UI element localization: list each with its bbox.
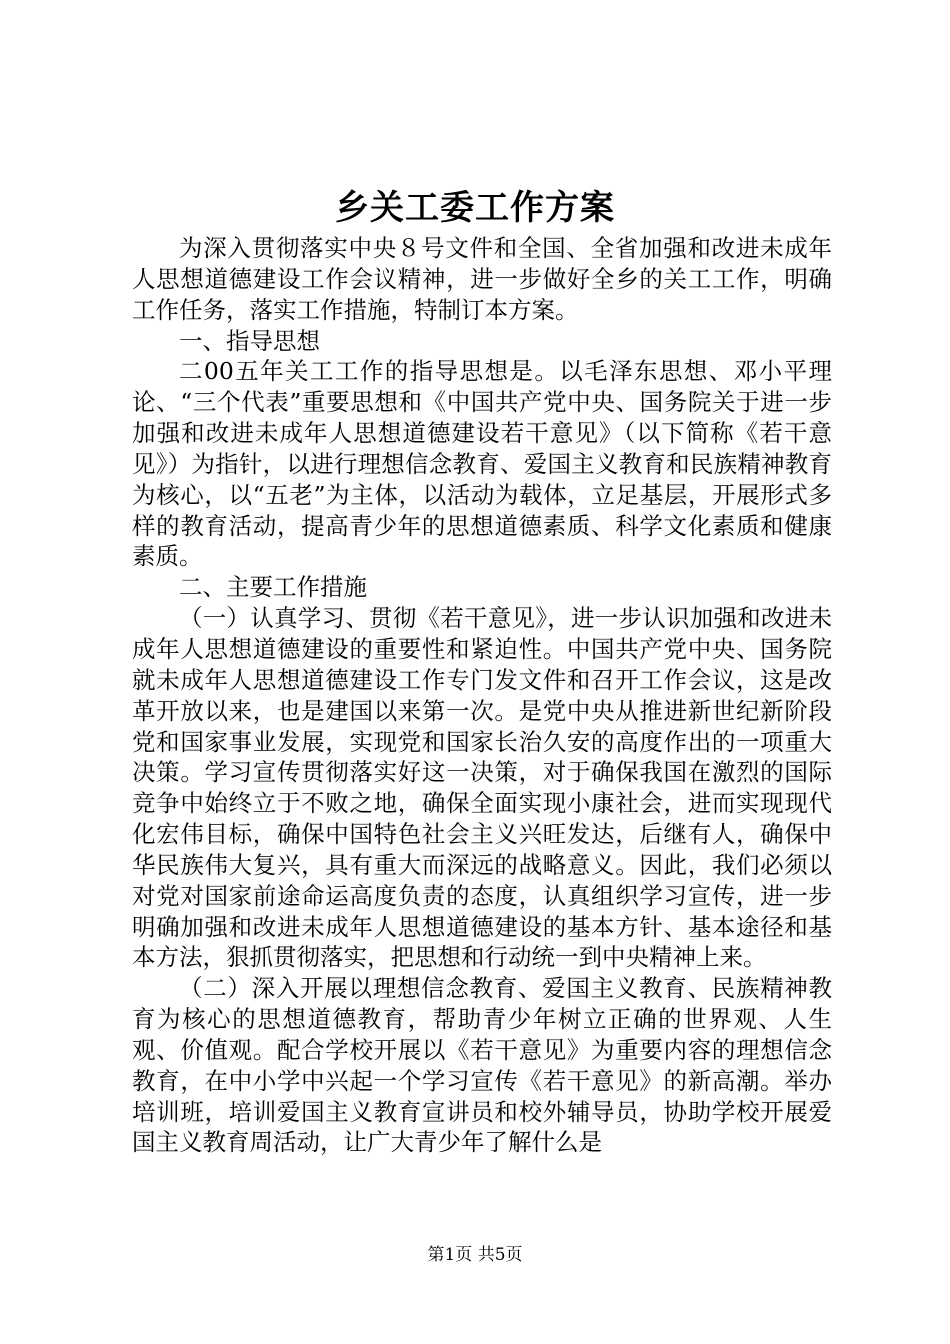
paragraph-guiding-ideology: 二00五年关工工作的指导思想是。以毛泽东思想、邓小平理论、“三个代表”重要思想和《中国共产党中央、国务院关于进一步加强和改进未成年人思想道德建设若干意见》（以下简称《若干意见》）为指针，以进行理想信念教育、爱国主义教育和民族精神教育为核心，以“五老”为主体，以活动为载体，立足基层，开展形式多样的教育活动，提高青少年的思想道德素质、科学文化素质和健康素质。 [132, 357, 832, 571]
section-heading-main-measures: 二、主要工作措施 [179, 573, 367, 602]
section-heading-guiding-ideology: 一、指导思想 [179, 326, 320, 355]
paragraph-intro: 为深入贯彻落实中央８号文件和全国、全省加强和改进未成年人思想道德建设工作会议精神，进一步做好全乡的关工工作，明确工作任务，落实工作措施，特制订本方案。 [132, 234, 832, 324]
page-title: 乡关工委工作方案 [335, 188, 615, 228]
page-number-footer: 第1页 共5页 [427, 1245, 523, 1265]
document-body [132, 233, 832, 1158]
paragraph-measure-one: （一）认真学习、贯彻《若干意见》，进一步认识加强和改进未成年人思想道德建设的重要性和紧迫性。中国共产党中央、国务院就未成年人思想道德建设工作专门发文件和召开工作会议，这是改革开放以来，也是建国以来第一次。是党中央从推进新世纪新阶段党和国家事业发展，实现党和国家长治久安的高度作出的一项重大决策。学习宣传贯彻落实好这一决策，对于确保我国在激烈的国际竞争中始终立于不败之地，确保全面实现小康社会，进而实现现代化宏伟目标，确保中国特色社会主义兴旺发达，后继有人，确保中华民族伟大复兴，具有重大而深远的战略意义。因此，我们必须以对党对国家前途命运高度负责的态度，认真组织学习宣传，进一步明确加强和改进未成年人思想道德建设的基本方针、基本途径和基本方法，狠抓贯彻落实，把思想和行动统一到中央精神上来。 [132, 604, 832, 972]
paragraph-measure-two: （二）深入开展以理想信念教育、爱国主义教育、民族精神教育为核心的思想道德教育，帮助青少年树立正确的世界观、人生观、价值观。配合学校开展以《若干意见》为重要内容的理想信念教育，在中小学中兴起一个学习宣传《若干意见》的新高潮。举办培训班，培训爱国主义教育宣讲员和校外辅导员，协助学校开展爱国主义教育周活动，让广大青少年了解什么是 [132, 974, 832, 1157]
